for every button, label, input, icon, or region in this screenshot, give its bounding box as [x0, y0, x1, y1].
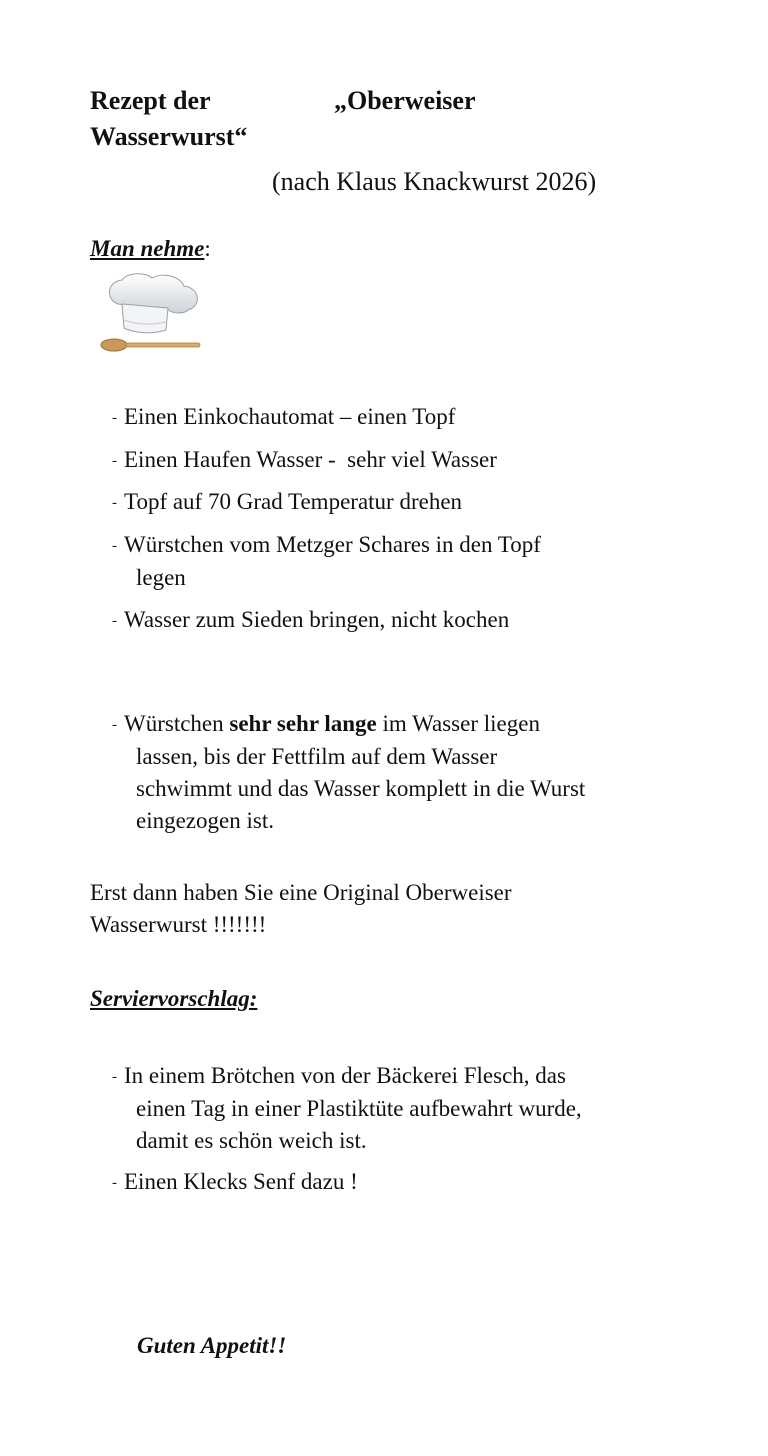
list-item: - Einen Einkochautomat – einen Topf [112, 404, 456, 429]
list-item: - Würstchen vom Metzger Schares in den Topf legen [112, 532, 541, 590]
list-item-long: - Würstchen sehr sehr lange im Wasser liegen lassen, bis der Fettfilm auf dem Wasser schwimmt und das Wasser komplett in die Wurst eingezogen ist. [112, 711, 586, 833]
chef-hat-icon [109, 274, 197, 333]
conclusion-paragraph: Erst dann haben Sie eine Original Oberweiser Wasserwurst !!!!!!! [90, 880, 512, 937]
emphasis-text: sehr sehr lange [229, 711, 377, 736]
list-item: - Topf auf 70 Grad Temperatur drehen [112, 489, 463, 514]
chef-hat-and-spoon-icon [88, 270, 208, 362]
ingredients-heading-colon: : [204, 236, 211, 261]
list-item: - Wasser zum Sieden bringen, nicht kochen [112, 607, 510, 632]
serving-heading: Serviervorschlag: [90, 986, 258, 1011]
title-part-3: Wasserwurst“ [90, 122, 248, 151]
list-item: - Einen Haufen Wasser - sehr viel Wasser [112, 447, 497, 472]
title-part-2: „Oberweiser [334, 86, 476, 115]
list-item: - In einem Brötchen von der Bäckerei Flesch, das einen Tag in einer Plastiktüte aufbewahrt wurde, damit es schön weich ist. [112, 1063, 582, 1153]
title-part-1: Rezept der [90, 86, 211, 115]
subtitle: (nach Klaus Knackwurst 2026) [272, 167, 597, 196]
ingredients-heading-line [90, 236, 211, 262]
ingredients-heading: Man nehme [90, 236, 205, 261]
wooden-spoon-icon [101, 339, 200, 351]
list-item: - Einen Klecks Senf dazu ! [112, 1169, 358, 1194]
closing-text: Guten Appetit!! [137, 1333, 287, 1358]
